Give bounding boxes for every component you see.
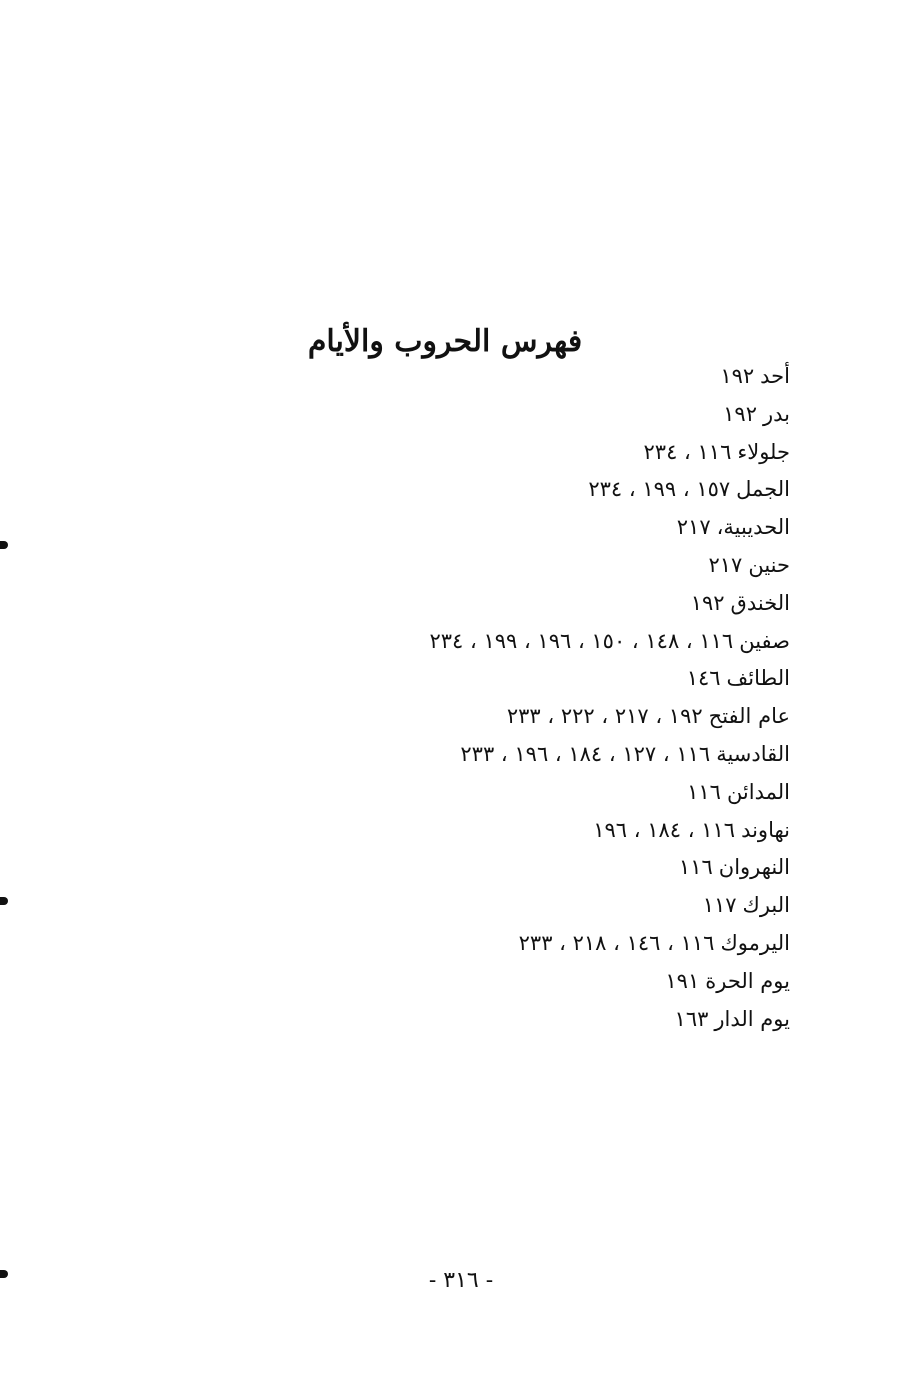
index-pages: ١٩٢: [723, 401, 757, 426]
index-entry: [230, 585, 790, 623]
index-term: النهروان: [718, 855, 790, 880]
index-term: حنين: [748, 552, 790, 577]
index-entry: [230, 925, 790, 963]
index-list: [230, 358, 790, 1038]
index-pages: ١١٦: [678, 855, 713, 880]
index-term: الجمل: [736, 477, 790, 502]
index-entry: [230, 963, 790, 1001]
index-title: فهرس الحروب والأيام: [307, 324, 583, 360]
index-pages: ١٥٧ ، ١٩٩ ، ٢٣٤: [588, 477, 731, 502]
index-entry: [230, 547, 790, 585]
index-term: البرك: [742, 893, 790, 918]
index-pages: ٢١٧: [676, 515, 711, 540]
index-term: يوم الحرة: [705, 968, 790, 993]
index-pages: ١١٧: [702, 893, 737, 918]
index-entry: [230, 736, 790, 774]
index-term: الخندق: [730, 590, 790, 615]
index-pages: ١١٦ ، ١٤٦ ، ٢١٨ ، ٢٣٣: [518, 930, 715, 955]
index-pages: ١٩٢ ، ٢١٧ ، ٢٢٢ ، ٢٣٣: [506, 704, 703, 729]
index-term: صفين: [739, 628, 790, 653]
page-number: - ٣١٦ -: [428, 1268, 494, 1293]
index-entry: [230, 812, 790, 850]
scan-edge-mark: [0, 897, 8, 905]
index-entry: [230, 849, 790, 887]
index-entry: [230, 471, 790, 509]
scan-edge-mark: [0, 541, 8, 549]
index-pages: ١١٦ ، ١٨٤ ، ١٩٦: [593, 817, 736, 842]
index-term: أحد: [760, 364, 790, 388]
index-term: يوم الدار: [714, 1006, 790, 1031]
index-entry: [230, 623, 790, 661]
index-term: جلولاء: [737, 439, 790, 464]
index-term: القادسية: [716, 741, 790, 766]
index-term: الطائف: [726, 666, 790, 691]
index-term: اليرموك: [720, 930, 790, 955]
index-entry: [230, 509, 790, 547]
index-entry: [230, 434, 790, 472]
index-entry: [230, 396, 790, 434]
index-entry: [230, 358, 790, 396]
index-pages: ١٩١: [665, 968, 700, 993]
index-pages: ١٩٢: [720, 364, 755, 388]
index-pages: ١١٦ ، ١٤٨ ، ١٥٠ ، ١٩٦ ، ١٩٩ ، ٢٣٤: [429, 628, 734, 653]
index-pages: ١١٦ ، ١٢٧ ، ١٨٤ ، ١٩٦ ، ٢٣٣: [460, 741, 711, 766]
index-pages: ١١٦ ، ٢٣٤: [643, 439, 732, 464]
index-pages: ١٤٦: [686, 666, 721, 691]
index-term: الحديبية،: [716, 515, 790, 540]
index-term: نهاوند: [741, 817, 790, 842]
index-entry: [230, 774, 790, 812]
index-entry: [230, 698, 790, 736]
index-pages: ١٩٢: [690, 590, 725, 615]
index-term: عام الفتح: [708, 704, 790, 729]
index-pages: ١١٦: [687, 779, 721, 804]
index-term: بدر: [762, 401, 790, 426]
index-pages: ٢١٧: [708, 552, 743, 577]
scan-edge-mark: [0, 1270, 8, 1278]
index-entry: [230, 660, 790, 698]
index-entry: [230, 887, 790, 925]
index-pages: ١٦٣: [674, 1006, 709, 1031]
index-entry: [230, 1001, 790, 1039]
index-term: المدائن: [726, 779, 790, 804]
